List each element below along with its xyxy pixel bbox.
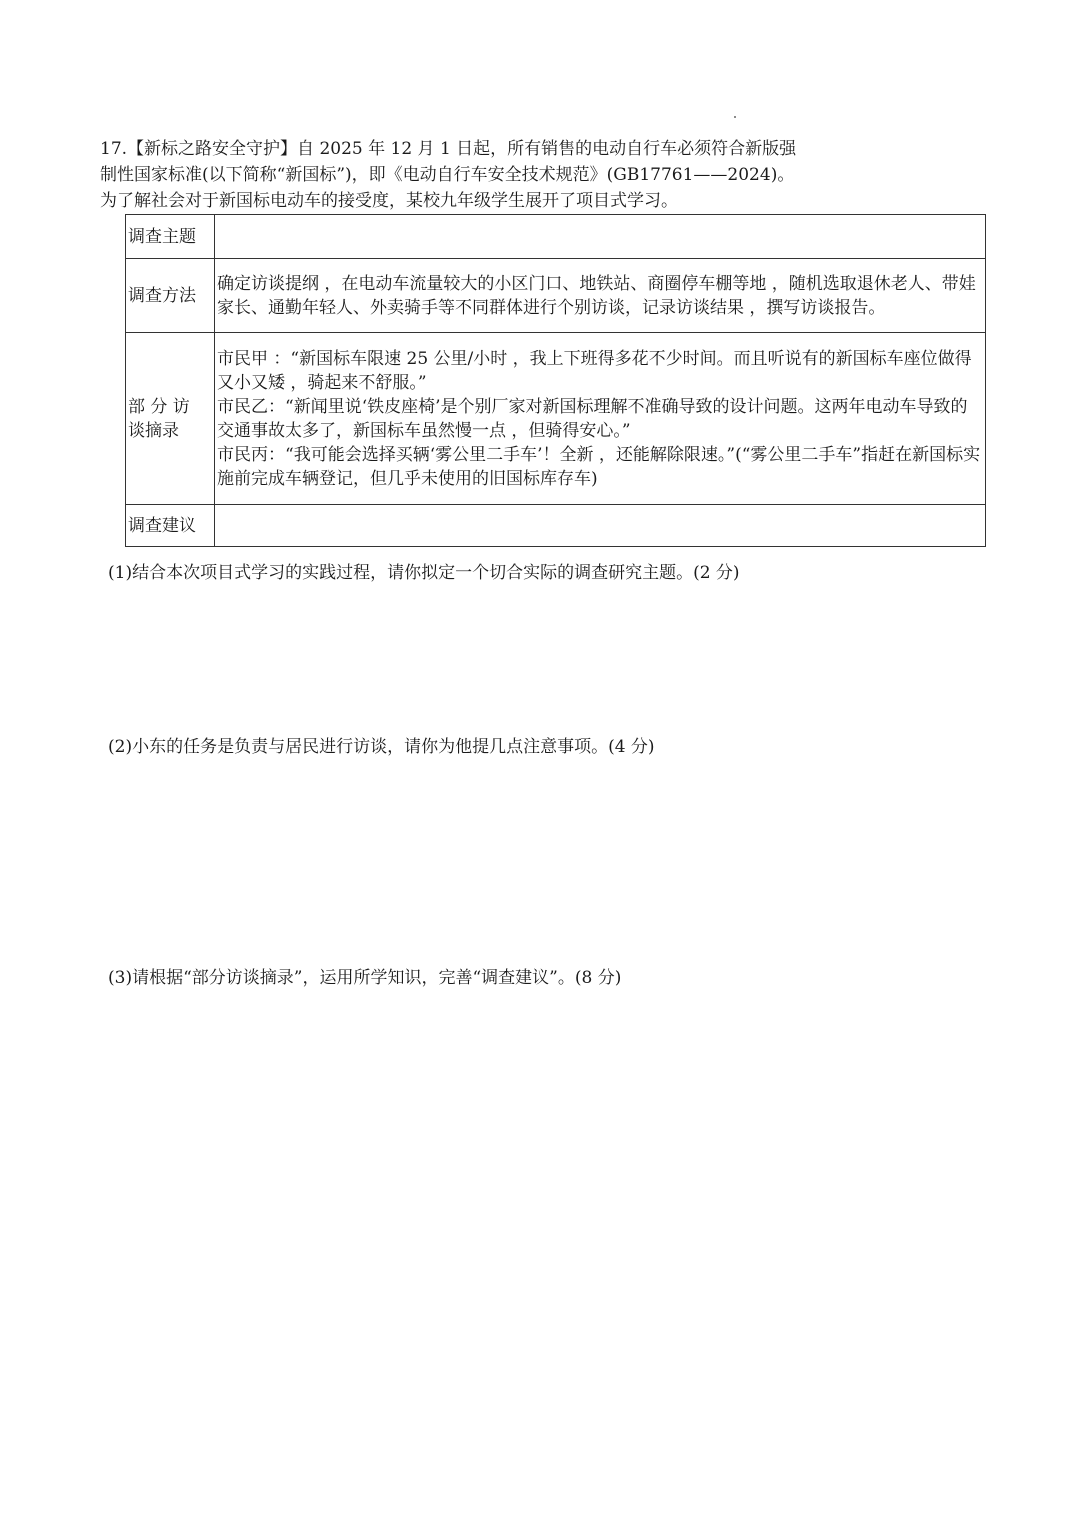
- method-text: 确定访谈提纲 ，在电动车流量较大的小区门口、地铁站、商圈停车棚等地 ，随机选取退休老人、带娃家长、通勤年轻人、外卖骑手等不同群体进行个别访谈，记录访谈结果 ，撰写访谈报告。: [215, 259, 986, 333]
- citizen-c-quote: 市民丙：“我可能会选择买辆‘雾公里二手车’！全新 ，还能解除限速。”(“雾公里二手车”指赶在新国标实施前完成车辆登记，但几乎未使用的旧国标库存车): [217, 444, 981, 489]
- question-17-intro: [100, 136, 1000, 214]
- answer-area-3[interactable]: [108, 996, 978, 1476]
- method-label: 调查方法: [126, 259, 215, 333]
- answer-area-2[interactable]: [108, 765, 978, 955]
- intro-line-1: 17.【新标之路安全守护】自 2025 年 12 月 1 日起，所有销售的电动自行车必须符合新版强: [100, 139, 797, 159]
- topic-label: 调查主题: [126, 215, 215, 259]
- excerpt-cell: [215, 333, 986, 505]
- sub-question-3: (3)请根据“部分访谈摘录”，运用所学知识，完善“调查建议”。(8 分): [108, 968, 622, 988]
- answer-area-1[interactable]: [108, 590, 978, 720]
- sub-question-1: (1)结合本次项目式学习的实践过程，请你拟定一个切合实际的调查研究主题。(2 分): [108, 563, 740, 583]
- suggestion-label: 调查建议: [126, 505, 215, 547]
- suggestion-answer-cell[interactable]: [215, 505, 986, 547]
- table-row-method: [126, 259, 986, 333]
- topic-answer-cell[interactable]: [215, 215, 986, 259]
- table-row-topic: [126, 215, 986, 259]
- citizen-a-quote: 市民甲 ：“新国标车限速 25 公里/小时 ，我上下班得多花不少时间。而且听说有的新国标车座位做得又小又矮 ，骑起来不舒服。”: [217, 348, 972, 393]
- survey-table: [125, 214, 986, 547]
- scan-speck: [734, 116, 736, 118]
- intro-line-3: 为了解社会对于新国标电动车的接受度，某校九年级学生展开了项目式学习。: [100, 191, 678, 211]
- intro-line-2: 制性国家标准(以下简称“新国标”)，即《电动自行车安全技术规范》(GB17761——2024)。: [100, 165, 795, 185]
- sub-question-2: (2)小东的任务是负责与居民进行访谈，请你为他提几点注意事项。(4 分): [108, 737, 655, 757]
- table-row-suggestion: [126, 505, 986, 547]
- excerpt-label: 部 分 访 谈摘录: [126, 333, 215, 505]
- table-row-excerpt: [126, 333, 986, 505]
- citizen-b-quote: 市民乙：“新闻里说‘铁皮座椅’是个别厂家对新国标理解不准确导致的设计问题。这两年电动车导致的交通事故太多了，新国标车虽然慢一点 ，但骑得安心。”: [217, 396, 968, 441]
